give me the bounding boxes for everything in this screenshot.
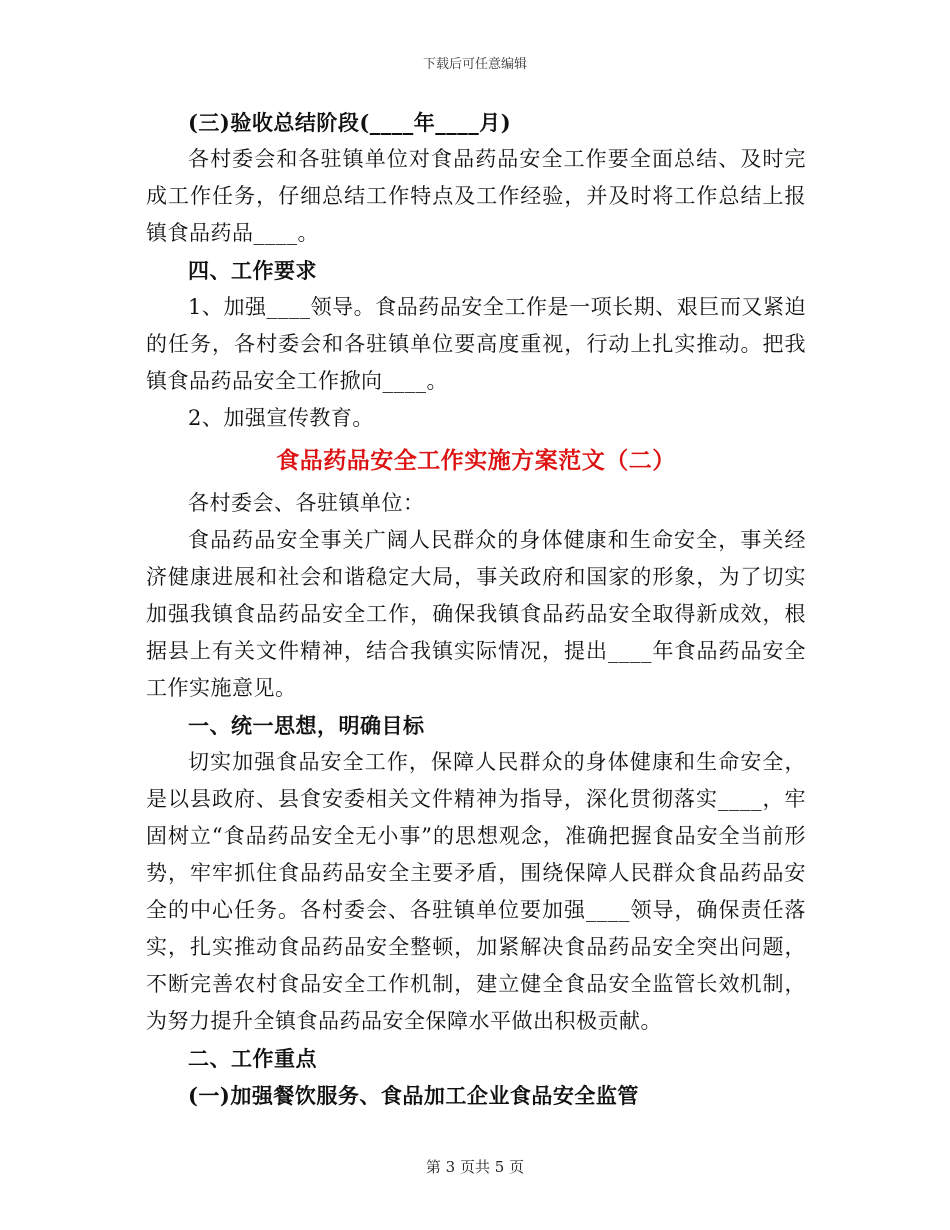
paragraph: 切实加强食品安全工作，保障人民群众的身体健康和生命安全，是以县政府、县食安委相关文件精神为指导，深化贯彻落实____，牢固树立“食品药品安全无小事”的思想观念，准确把握食品安全当前形势，牢牢抓住食品药品安全主要矛盾，围绕保障人民群众食品药品安全的中心任务。各村委会、各驻镇单位要加强____领导，确保责任落实，扎实推动食品药品安全整顿，加紧解决食品药品安全突出问题，不断完善农村食品安全工作机制，建立健全食品安全监管长效机制，为努力提升全镇食品药品安全保障水平做出积极贡献。 <box>146 750 806 1033</box>
page-header-note: 下载后可任意编辑 <box>422 57 527 72</box>
paragraph-heading: 一、统一思想，明确目标 <box>188 713 425 738</box>
paragraph: 2、加强宣传教育。 <box>188 406 374 430</box>
paragraph-heading: 四、工作要求 <box>188 258 317 283</box>
paragraph: 各村委会、各驻镇单位： <box>188 491 425 515</box>
paragraph: 各村委会和各驻镇单位对食品药品安全工作要全面总结、及时完成工作任务，仔细总结工作特点及工作经验，并及时将工作总结上报镇食品药品____。 <box>146 147 806 245</box>
section-title: 食品药品安全工作实施方案范文（二） <box>276 447 676 474</box>
paragraph: 食品药品安全事关广阔人民群众的身体健康和生命安全，事关经济健康进展和社会和谐稳定大局，事关政府和国家的形象，为了切实加强我镇食品药品安全工作，确保我镇食品药品安全取得新成效，根据县上有关文件精神，结合我镇实际情况，提出____年食品药品安全工作实施意见。 <box>146 528 806 700</box>
paragraph-heading: 二、工作重点 <box>188 1046 317 1071</box>
paragraph-heading: (三)验收总结阶段(____年____月) <box>188 110 512 135</box>
paragraph-heading: (一)加强餐饮服务、食品加工企业食品安全监管 <box>188 1083 639 1108</box>
page-number: 第 3 页共 5 页 <box>425 1158 525 1176</box>
document-body <box>146 104 806 1114</box>
paragraph: 1、加强____领导。食品药品安全工作是一项长期、艰巨而又紧迫的任务，各村委会和各驻镇单位要高度重视，行动上扎实推动。把我镇食品药品安全工作掀向____。 <box>146 295 806 393</box>
